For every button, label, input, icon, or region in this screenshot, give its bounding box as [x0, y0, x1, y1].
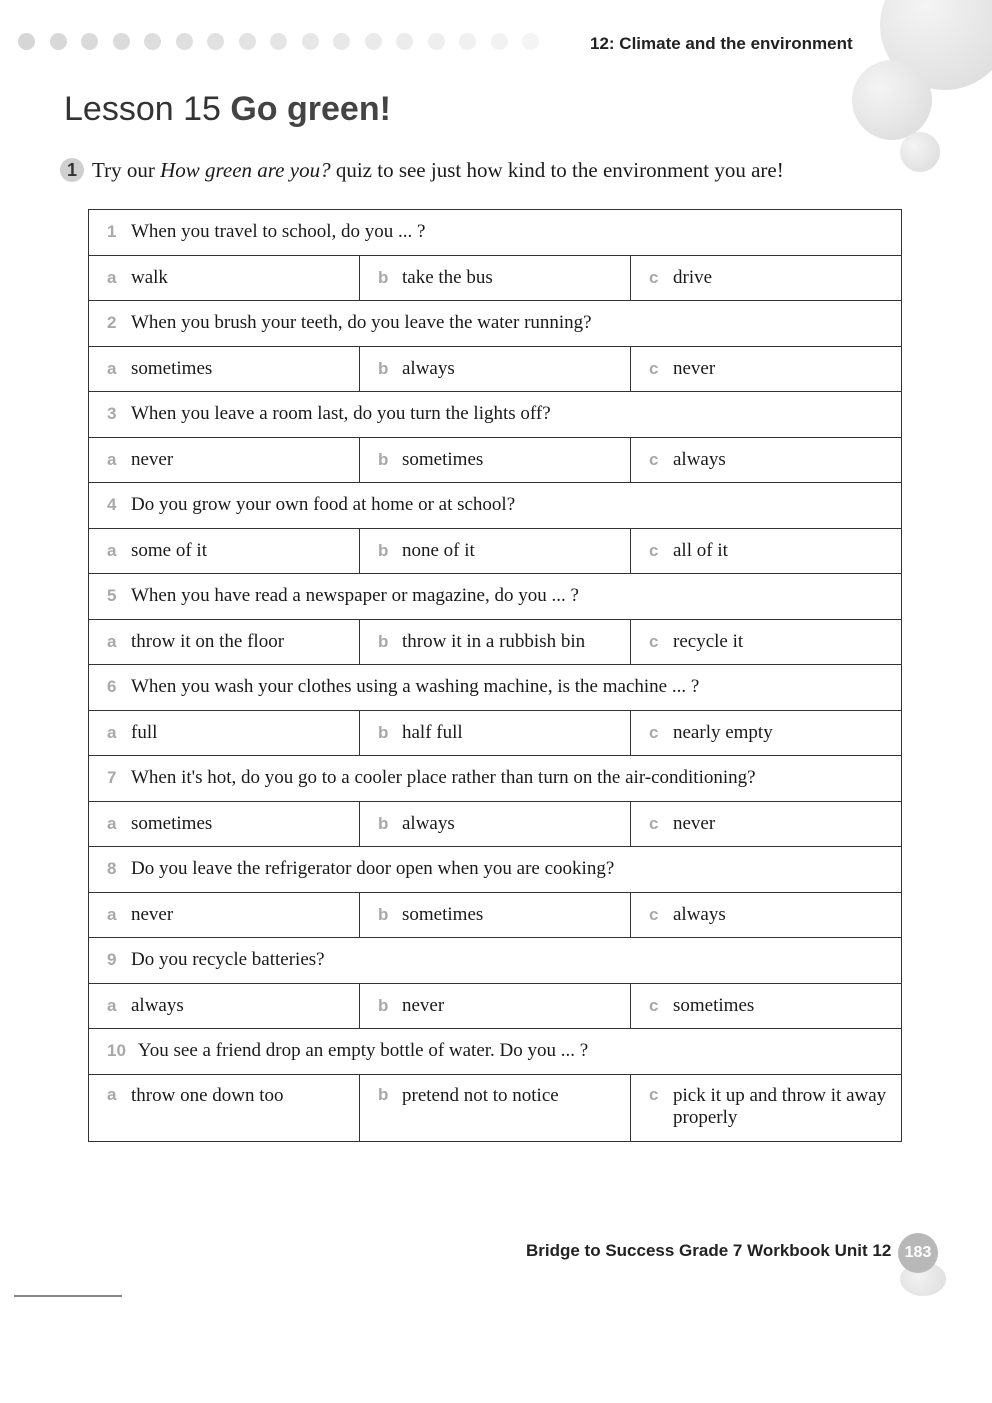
decorative-dot	[396, 33, 413, 50]
option-text: all of it	[673, 539, 728, 561]
decorative-dot	[302, 33, 319, 50]
options-row	[89, 256, 901, 302]
instruction-text-start: Try our	[92, 158, 161, 182]
question-number: 3	[107, 404, 117, 424]
decorative-dot	[18, 33, 35, 50]
question-number: 5	[107, 586, 117, 606]
option-letter: a	[107, 1084, 117, 1104]
footer-title: Bridge to Success Grade 7 Workbook Unit 12	[526, 1241, 892, 1260]
question-text: You see a friend drop an empty bottle of water. Do you ... ?	[137, 1040, 589, 1062]
page-number: 183	[898, 1233, 938, 1273]
option-letter: b	[378, 904, 389, 924]
answer-option	[89, 620, 359, 665]
option-letter: c	[649, 358, 659, 378]
option-letter: a	[107, 995, 117, 1015]
answer-option	[89, 984, 359, 1029]
question-number: 1	[107, 222, 117, 242]
answer-option	[630, 711, 901, 756]
option-letter: a	[107, 358, 117, 378]
option-letter: b	[378, 631, 389, 651]
option-text: sometimes	[131, 357, 213, 379]
question-number: 8	[107, 859, 117, 879]
decorative-dot	[491, 33, 508, 50]
option-text: never	[402, 994, 445, 1016]
question-text: When you brush your teeth, do you leave the water running?	[131, 312, 592, 334]
option-text: full	[131, 721, 158, 743]
options-row	[89, 893, 901, 939]
decorative-dot	[50, 33, 67, 50]
footer-rule	[14, 1295, 122, 1297]
options-row	[89, 984, 901, 1030]
answer-option	[89, 802, 359, 847]
option-letter: c	[649, 904, 659, 924]
option-letter: b	[378, 540, 389, 560]
decorative-dot	[333, 33, 350, 50]
option-text: sometimes	[402, 903, 484, 925]
question-text: When it's hot, do you go to a cooler place rather than turn on the air-conditioning?	[131, 767, 756, 789]
answer-option	[89, 893, 359, 938]
question-text: Do you grow your own food at home or at school?	[131, 494, 516, 516]
option-text: throw it in a rubbish bin	[402, 630, 586, 652]
question-number: 10	[107, 1041, 126, 1061]
options-row	[89, 1075, 901, 1141]
answer-option	[359, 529, 630, 574]
decorative-dot	[459, 33, 476, 50]
option-letter: b	[378, 1084, 389, 1104]
option-text: sometimes	[673, 994, 755, 1016]
decorative-bubbles	[852, 0, 992, 190]
question-row	[89, 665, 901, 711]
decorative-dot	[176, 33, 193, 50]
option-text: none of it	[402, 539, 475, 561]
option-text: take the bus	[402, 266, 493, 288]
question-row	[89, 938, 901, 984]
option-text: always	[131, 994, 184, 1016]
option-text: never	[673, 357, 716, 379]
options-row	[89, 620, 901, 666]
options-row	[89, 347, 901, 393]
answer-option	[630, 1075, 901, 1141]
answer-option	[359, 256, 630, 301]
decorative-dot	[522, 33, 539, 50]
option-letter: b	[378, 449, 389, 469]
decorative-dot	[270, 33, 287, 50]
question-text: When you wash your clothes using a washing machine, is the machine ... ?	[131, 676, 700, 698]
option-letter: c	[649, 1084, 659, 1104]
option-letter: a	[107, 813, 117, 833]
question-row	[89, 483, 901, 529]
option-text: never	[131, 448, 174, 470]
answer-option	[359, 438, 630, 483]
question-row	[89, 301, 901, 347]
answer-option	[359, 1075, 630, 1141]
answer-option	[89, 347, 359, 392]
option-text: always	[673, 448, 726, 470]
option-letter: a	[107, 631, 117, 651]
option-text: pretend not to notice	[402, 1084, 559, 1106]
answer-option	[630, 802, 901, 847]
answer-option	[359, 893, 630, 938]
answer-option	[89, 711, 359, 756]
option-letter: b	[378, 722, 389, 742]
question-number: 4	[107, 495, 117, 515]
option-letter: c	[649, 540, 659, 560]
question-text: Do you leave the refrigerator door open when you are cooking?	[131, 858, 615, 880]
option-text: sometimes	[131, 812, 213, 834]
option-letter: b	[378, 267, 389, 287]
decorative-dot	[113, 33, 130, 50]
answer-option	[630, 984, 901, 1029]
answer-option	[630, 438, 901, 483]
options-row	[89, 802, 901, 848]
question-number: 2	[107, 313, 117, 333]
answer-option	[359, 347, 630, 392]
instruction-text-end: quiz to see just how kind to the environment you are!	[330, 158, 784, 182]
option-letter: c	[649, 631, 659, 651]
question-number: 6	[107, 677, 117, 697]
exercise-number-badge: 1	[60, 158, 84, 182]
quiz-title: How green are you?	[160, 158, 331, 182]
lesson-title	[64, 90, 391, 129]
option-letter: c	[649, 267, 659, 287]
answer-option	[359, 711, 630, 756]
question-row	[89, 574, 901, 620]
option-text: some of it	[131, 539, 207, 561]
decorative-dot	[365, 33, 382, 50]
option-text: sometimes	[402, 448, 484, 470]
option-letter: a	[107, 267, 117, 287]
option-letter: c	[649, 722, 659, 742]
quiz-table	[88, 209, 902, 1142]
option-letter: a	[107, 540, 117, 560]
decorative-dots	[18, 33, 578, 53]
option-text: walk	[131, 266, 168, 288]
answer-option	[89, 438, 359, 483]
option-text: pick it up and throw it away properly	[673, 1084, 887, 1128]
question-row	[89, 1029, 901, 1075]
options-row	[89, 711, 901, 757]
option-text: throw it on the floor	[131, 630, 285, 652]
options-row	[89, 438, 901, 484]
question-text: When you leave a room last, do you turn the lights off?	[131, 403, 551, 425]
lesson-name: Go green!	[230, 90, 391, 128]
question-number: 7	[107, 768, 117, 788]
answer-option	[630, 256, 901, 301]
answer-option	[359, 984, 630, 1029]
option-letter: b	[378, 813, 389, 833]
lesson-number: Lesson 15	[64, 90, 221, 128]
question-text: Do you recycle batteries?	[131, 949, 325, 971]
option-letter: b	[378, 358, 389, 378]
exercise-instruction	[60, 158, 784, 183]
option-letter: b	[378, 995, 389, 1015]
question-row	[89, 392, 901, 438]
option-text: never	[673, 812, 716, 834]
option-text: recycle it	[673, 630, 744, 652]
option-letter: a	[107, 449, 117, 469]
decorative-dot	[144, 33, 161, 50]
question-text: When you have read a newspaper or magazine, do you ... ?	[131, 585, 579, 607]
answer-option	[630, 347, 901, 392]
answer-option	[359, 620, 630, 665]
answer-option	[630, 893, 901, 938]
option-text: throw one down too	[131, 1084, 284, 1106]
decorative-dot	[239, 33, 256, 50]
option-text: never	[131, 903, 174, 925]
decorative-dot	[428, 33, 445, 50]
option-text: half full	[402, 721, 463, 743]
answer-option	[630, 529, 901, 574]
option-letter: c	[649, 449, 659, 469]
option-text: always	[673, 903, 726, 925]
question-number: 9	[107, 950, 117, 970]
option-letter: c	[649, 995, 659, 1015]
option-text: nearly empty	[673, 721, 773, 743]
decorative-dot	[81, 33, 98, 50]
answer-option	[89, 1075, 359, 1141]
answer-option	[89, 529, 359, 574]
options-row	[89, 529, 901, 575]
question-text: When you travel to school, do you ... ?	[131, 221, 426, 243]
option-letter: a	[107, 722, 117, 742]
option-text: always	[402, 357, 455, 379]
question-row	[89, 210, 901, 256]
question-row	[89, 847, 901, 893]
option-text: always	[402, 812, 455, 834]
decorative-dot	[207, 33, 224, 50]
answer-option	[359, 802, 630, 847]
answer-option	[630, 620, 901, 665]
answer-option	[89, 256, 359, 301]
question-row	[89, 756, 901, 802]
option-letter: c	[649, 813, 659, 833]
option-text: drive	[673, 266, 713, 288]
unit-title: 12: Climate and the environment	[590, 34, 853, 53]
option-letter: a	[107, 904, 117, 924]
